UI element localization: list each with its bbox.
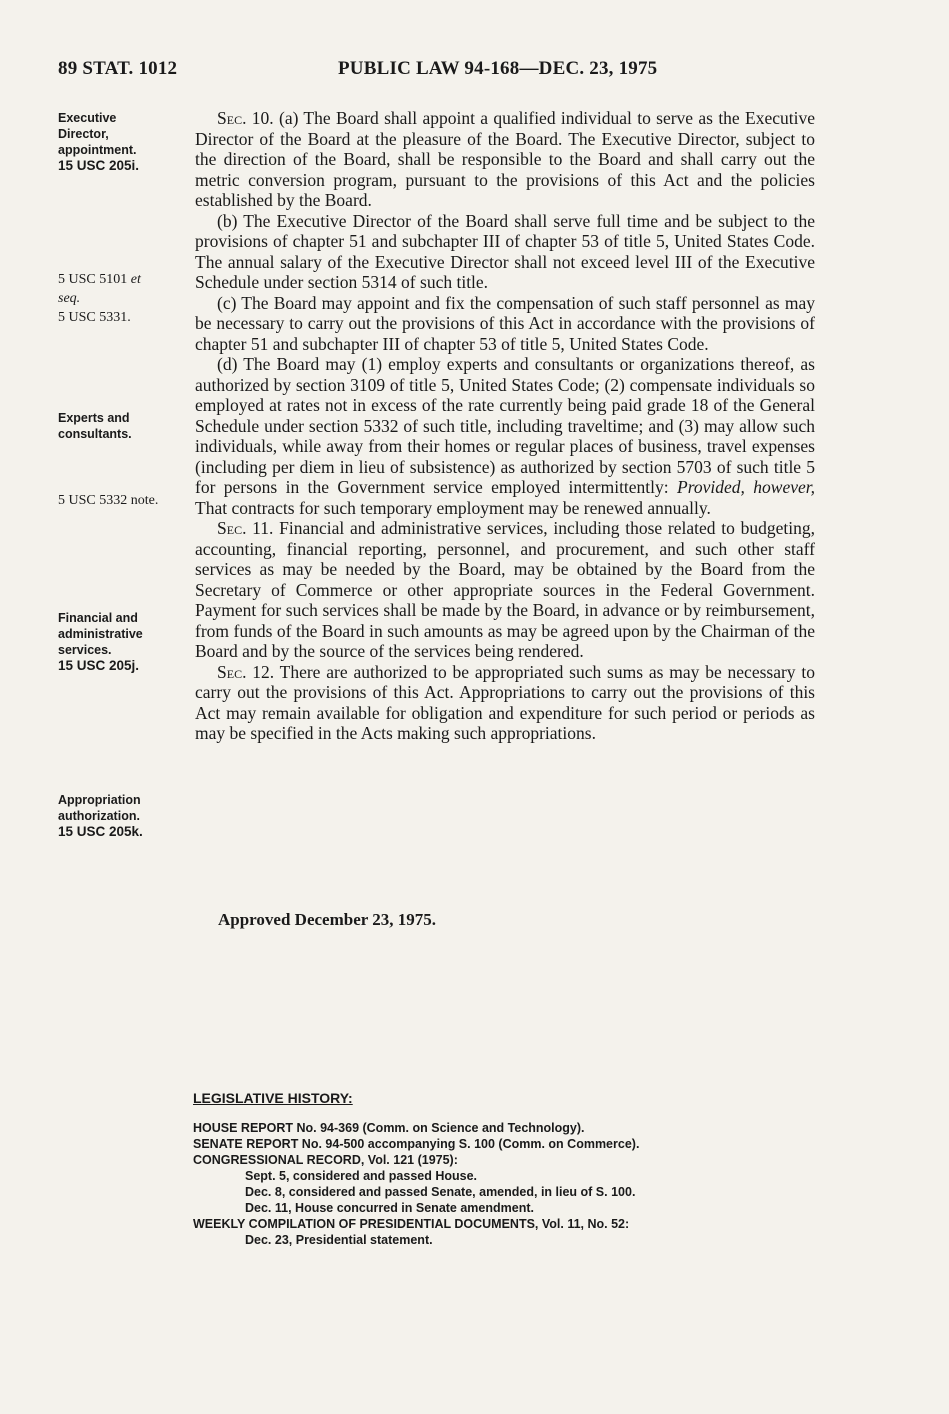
- body-text: [195, 108, 815, 744]
- margin-note-financial: [58, 610, 188, 674]
- margin-note-italic: seq.: [58, 291, 81, 306]
- history-line: HOUSE REPORT No. 94-369 (Comm. on Science and Technology).: [193, 1121, 585, 1135]
- paragraph-text: There are authorized to be appropriated such sums as may be necessary to carry out the provisions of this Act. Appropriations to carry out the provisions of this Act may remain available for obligation and expenditure for such period or periods as may be specified in the Acts making such appropriations.: [195, 661, 815, 743]
- margin-note-line: authorization.: [58, 809, 140, 823]
- margin-note-line: appointment.: [58, 143, 137, 157]
- margin-note-citation: 15 USC 205i.: [58, 158, 140, 173]
- section-label: Sec. 12.: [217, 661, 275, 682]
- public-law-title: PUBLIC LAW 94-168—DEC. 23, 1975: [338, 58, 658, 79]
- margin-note-5usc5332: [58, 491, 188, 510]
- margin-note-appropriation: [58, 792, 188, 840]
- margin-note-line: administrative: [58, 627, 143, 641]
- history-line: CONGRESSIONAL RECORD, Vol. 121 (1975):: [193, 1153, 458, 1167]
- section-11: [195, 518, 815, 662]
- margin-note-line: services.: [58, 643, 112, 657]
- margin-note-5usc5101: [58, 270, 188, 327]
- section-10-d: [195, 354, 815, 518]
- margin-note-line: Executive: [58, 111, 117, 125]
- section-label: Sec. 10.: [217, 108, 274, 128]
- margin-note-citation: 15 USC 205k.: [58, 824, 143, 839]
- margin-note-experts: [58, 410, 188, 442]
- margin-note-citation: 5 USC 5331.: [58, 310, 131, 325]
- margin-note-line: consultants.: [58, 427, 132, 441]
- margin-note-line: Experts and: [58, 411, 130, 425]
- margin-note-italic: et: [130, 272, 141, 287]
- paragraph-text: That contracts for such temporary employment may be renewed annually.: [195, 497, 711, 518]
- statute-citation: 89 STAT. 1012: [58, 58, 178, 79]
- margin-note-citation: 5 USC 5332 note.: [58, 493, 159, 508]
- history-line: SENATE REPORT No. 94-500 accompanying S. 100 (Comm. on Commerce).: [193, 1137, 640, 1151]
- history-line: Dec. 23, Presidential statement.: [245, 1233, 433, 1247]
- history-line: Dec. 8, considered and passed Senate, amended, in lieu of S. 100.: [245, 1185, 636, 1199]
- history-line: Sept. 5, considered and passed House.: [245, 1169, 478, 1183]
- section-10-a: [195, 108, 815, 211]
- history-line: Dec. 11, House concurred in Senate amendment.: [245, 1201, 534, 1215]
- section-12: [195, 662, 815, 744]
- margin-note-line: Financial and: [58, 611, 138, 625]
- legislative-history-title: LEGISLATIVE HISTORY:: [193, 1090, 353, 1106]
- section-10-c: (c) The Board may appoint and fix the compensation of such staff personnel as may be necessary to carry out the provisions of this Act in accordance with the provisions of chapter 51 and subchapter III of chapter 53 of title 5, United States Code.: [195, 292, 815, 354]
- margin-note-line: Director,: [58, 127, 109, 141]
- margin-note-citation: 15 USC 205j.: [58, 658, 140, 673]
- margin-note-executive-director: [58, 110, 188, 174]
- section-10-b: (b) The Executive Director of the Board shall serve full time and be subject to the provisions of chapter 51 and subchapter III of chapter 53 of title 5, United States Code. The annual salary of the Executive Director shall not exceed level III of the Executive Schedule under section 5314 of such title.: [195, 210, 815, 292]
- legislative-history: [193, 1090, 639, 1248]
- history-line: WEEKLY COMPILATION OF PRESIDENTIAL DOCUMENTS, Vol. 11, No. 52:: [193, 1217, 630, 1231]
- paragraph-text: Financial and administrative services, including those related to budgeting, accounting, financial reporting, personnel, and procurement, and such other staff services as may be needed by the Board, may be obtained by the Board from the Secretary of Commerce or other appropriate sources in the Federal Government. Payment for such services shall be made by the Board, in advance or by reimbursement, from funds of the Board in such amounts as may be agreed upon by the Chairman of the Board and by the source of the services being rendered.: [195, 518, 815, 661]
- margin-note-line: Appropriation: [58, 793, 141, 807]
- margin-note-citation: 5 USC 5101: [58, 272, 128, 287]
- paragraph-text: (d) The Board may (1) employ experts and consultants or organizations thereof, as authorized by section 3109 of title 5, United States Code; (2) compensate individuals so employed at rates not in excess of the rate currently being paid grade 18 of the General Schedule under section 5332 of such title, including traveltime; and (3) may allow such individuals, while away from their homes or regular places of business, travel expenses (including per diem in lieu of subsistence) as authorized by section 5703 of such title 5 for persons in the Government service employed intermittently:: [195, 354, 815, 497]
- paragraph-text: (a) The Board shall appoint a qualified individual to serve as the Executive Director of the Board at the pleasure of the Board. The Executive Director, subject to the direction of the Board, shall be responsible to the Board and shall carry out the metric conversion program, pursuant to the provisions of this Act and the policies established by the Board.: [195, 108, 815, 210]
- section-label: Sec. 11.: [217, 518, 274, 538]
- approval-date: Approved December 23, 1975.: [218, 910, 436, 929]
- italic-text: Provided, however,: [677, 477, 815, 497]
